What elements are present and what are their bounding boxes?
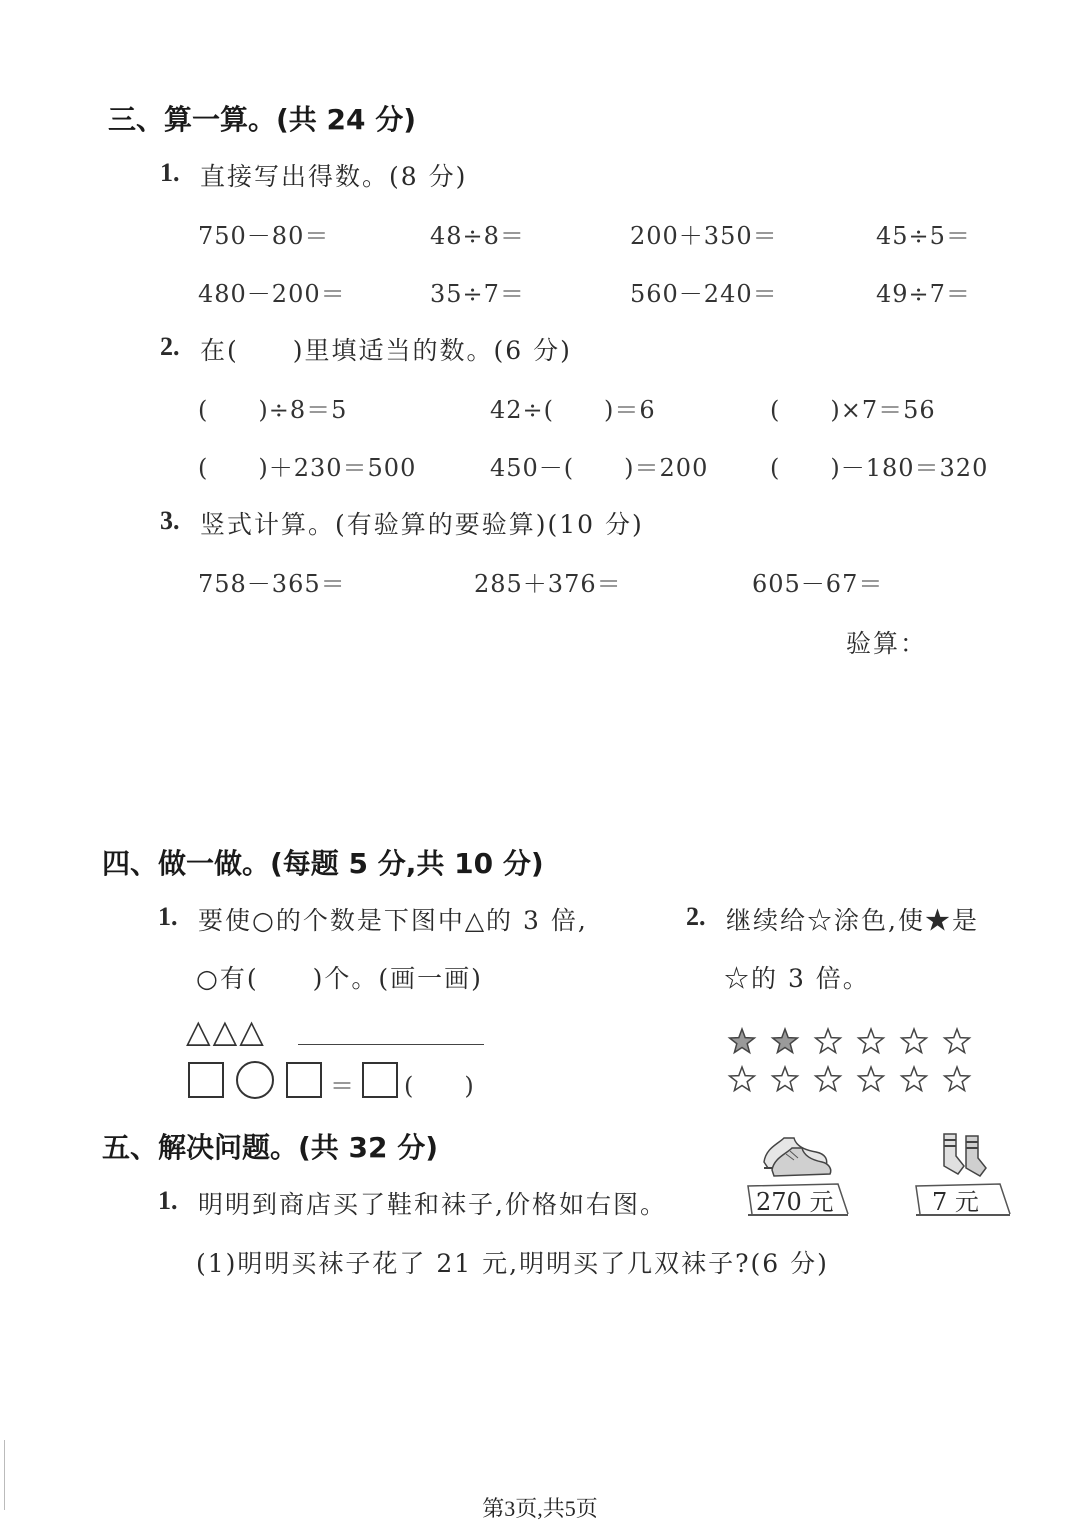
q3-2-text: 在( )里填适当的数。(6 分) (200, 336, 572, 365)
answer-paren: ( ) (404, 1072, 475, 1100)
shoes-price-tag (748, 1180, 848, 1216)
fill-blank-item: 42÷( )＝6 (490, 396, 656, 424)
star-grid (726, 1026, 976, 1096)
answer-box[interactable] (286, 1062, 322, 1098)
q4-1-text-line1: 要使○的个数是下图中△的 3 倍, (198, 906, 588, 935)
q3-3-number: 3. (160, 506, 180, 535)
socks-price: 7 元 (932, 1188, 979, 1216)
q3-1-number: 1. (160, 158, 180, 187)
socks-image (936, 1130, 992, 1178)
vertical-calc-item: 285＋376＝ (474, 570, 622, 598)
fill-blank-item: ( )－180＝320 (770, 454, 989, 482)
filled-star-icon (773, 1029, 798, 1053)
scan-edge (4, 1440, 5, 1510)
fill-blank-item: ( )×7＝56 (770, 396, 936, 424)
empty-star-icon[interactable] (730, 1067, 755, 1091)
answer-box[interactable] (362, 1062, 398, 1098)
q5-1-sub1: (1)明明买袜子花了 21 元,明明买了几双袜子?(6 分) (196, 1249, 829, 1278)
empty-star-icon[interactable] (859, 1029, 884, 1053)
empty-star-icon[interactable] (902, 1029, 927, 1053)
empty-star-icon[interactable] (773, 1067, 798, 1091)
section-3-title: 三、算一算。(共 24 分) (108, 103, 417, 136)
q5-1-number: 1. (158, 1186, 178, 1215)
q3-1-text: 直接写出得数。(8 分) (200, 162, 468, 191)
q4-2-number: 2. (686, 902, 706, 931)
fill-blank-item: ( )＋230＝500 (198, 454, 417, 482)
check-label: 验算： (846, 629, 928, 658)
calc-item: 35÷7＝ (430, 280, 525, 308)
drawing-answer-line[interactable] (298, 1044, 484, 1045)
triangle-row: △△△ (186, 1012, 266, 1050)
page-number: 第3页,共5页 (482, 1496, 598, 1521)
empty-star-icon[interactable] (816, 1067, 841, 1091)
q4-2-text-line2: ☆的 3 倍。 (724, 964, 870, 993)
q4-1-text-line2: ○有( )个。(画一画) (196, 964, 483, 993)
empty-star-icon[interactable] (945, 1029, 970, 1053)
fill-blank-item: ( )÷8＝5 (198, 396, 348, 424)
circle-shape (236, 1061, 274, 1099)
empty-star-icon[interactable] (945, 1067, 970, 1091)
calc-item: 750－80＝ (198, 222, 330, 250)
q4-2-text-line1: 继续给☆涂色,使★是 (726, 906, 979, 935)
section-4-title: 四、做一做。(每题 5 分,共 10 分) (102, 847, 544, 880)
calc-item: 45÷5＝ (876, 222, 971, 250)
filled-star-icon (730, 1029, 755, 1053)
vertical-calc-item: 605－67＝ (752, 570, 884, 598)
q3-3-text: 竖式计算。(有验算的要验算)(10 分) (200, 510, 644, 539)
calc-item: 49÷7＝ (876, 280, 971, 308)
calc-item: 480－200＝ (198, 280, 346, 308)
shoes-image (760, 1130, 832, 1178)
calc-item: 560－240＝ (630, 280, 778, 308)
q3-2-number: 2. (160, 332, 180, 361)
q4-1-number: 1. (158, 902, 178, 931)
calc-item: 48÷8＝ (430, 222, 525, 250)
section-5-title: 五、解决问题。(共 32 分) (102, 1131, 439, 1164)
empty-star-icon[interactable] (859, 1067, 884, 1091)
answer-box[interactable] (188, 1062, 224, 1098)
empty-star-icon[interactable] (816, 1029, 841, 1053)
vertical-calc-item: 758－365＝ (198, 570, 346, 598)
calc-item: 200＋350＝ (630, 222, 778, 250)
shoes-price: 270 元 (756, 1188, 834, 1216)
socks-price-tag (916, 1180, 1010, 1216)
empty-star-icon[interactable] (902, 1067, 927, 1091)
equals-sign: ＝ (330, 1072, 355, 1100)
q5-1-text: 明明到商店买了鞋和袜子,价格如右图。 (198, 1190, 667, 1219)
fill-blank-item: 450－( )＝200 (490, 454, 709, 482)
